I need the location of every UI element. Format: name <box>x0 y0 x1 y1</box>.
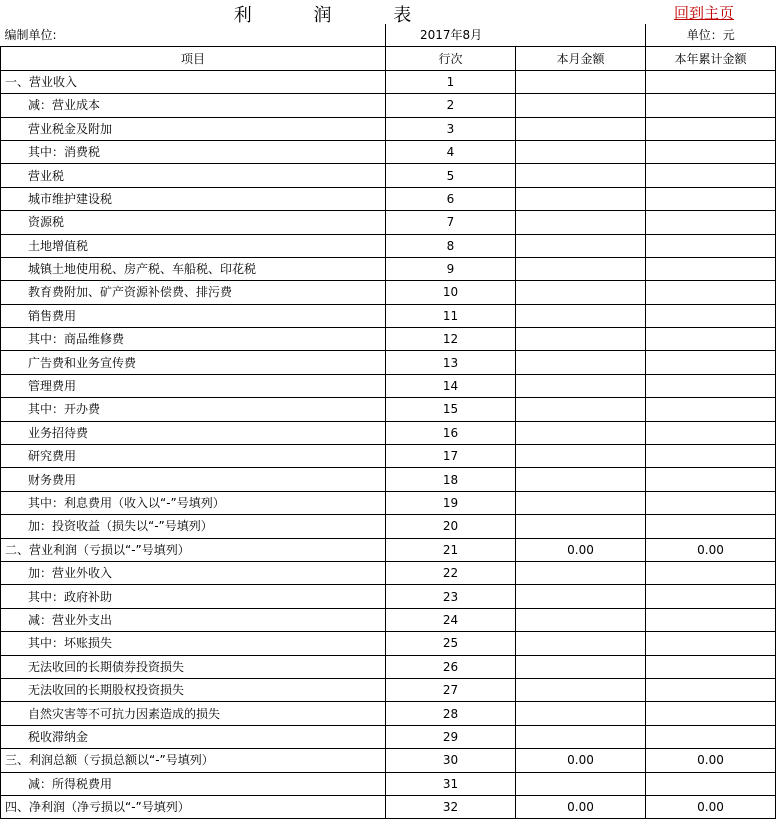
row-item-label: 加：营业外收入 <box>1 561 386 584</box>
row-month-amount-cell[interactable] <box>516 632 646 655</box>
row-ytd-amount-cell[interactable] <box>646 585 776 608</box>
title-row <box>0 0 780 26</box>
row-month-amount-cell[interactable] <box>516 211 646 234</box>
row-ytd-amount-cell[interactable] <box>646 468 776 491</box>
row-item-label: 减：营业外支出 <box>1 608 386 631</box>
row-month-amount-cell[interactable] <box>516 725 646 748</box>
header-row <box>1 47 776 70</box>
row-line-number: 25 <box>386 632 516 655</box>
table-row <box>1 772 776 795</box>
row-item-label: 四、净利润（净亏损以“-”号填列） <box>1 795 386 818</box>
row-ytd-amount-cell[interactable]: 0.00 <box>646 749 776 772</box>
currency-unit-label: 单位：元 <box>646 24 776 47</box>
row-month-amount-cell[interactable] <box>516 351 646 374</box>
row-month-amount-cell[interactable] <box>516 164 646 187</box>
row-line-number: 29 <box>386 725 516 748</box>
table-row <box>1 70 776 93</box>
table-row <box>1 187 776 210</box>
row-item-label: 三、利润总额（亏损总额以“-”号填列） <box>1 749 386 772</box>
header-ytd-amount: 本年累计金额 <box>646 47 776 70</box>
row-line-number: 2 <box>386 94 516 117</box>
row-month-amount-cell[interactable] <box>516 678 646 701</box>
row-month-amount-cell[interactable]: 0.00 <box>516 749 646 772</box>
row-month-amount-cell[interactable] <box>516 561 646 584</box>
row-item-label: 加：投资收益（损失以“-”号填列） <box>1 515 386 538</box>
row-item-label: 研究费用 <box>1 445 386 468</box>
table-row <box>1 281 776 304</box>
table-row <box>1 445 776 468</box>
row-item-label: 减：营业成本 <box>1 94 386 117</box>
row-ytd-amount-cell[interactable] <box>646 281 776 304</box>
header-line-no: 行次 <box>386 47 516 70</box>
table-row <box>1 795 776 818</box>
table-row <box>1 374 776 397</box>
row-item-label: 其中：利息费用（收入以“-”号填列） <box>1 491 386 514</box>
header-month-amount: 本月金额 <box>516 47 646 70</box>
row-ytd-amount-cell[interactable] <box>646 140 776 163</box>
row-item-label: 资源税 <box>1 211 386 234</box>
table-row <box>1 561 776 584</box>
row-ytd-amount-cell[interactable] <box>646 702 776 725</box>
row-item-label: 其中：开办费 <box>1 398 386 421</box>
row-month-amount-cell[interactable] <box>516 257 646 280</box>
row-ytd-amount-cell[interactable] <box>646 561 776 584</box>
table-row <box>1 421 776 444</box>
table-row <box>1 351 776 374</box>
row-line-number: 7 <box>386 211 516 234</box>
row-ytd-amount-cell[interactable] <box>646 772 776 795</box>
row-item-label: 无法收回的长期债券投资损失 <box>1 655 386 678</box>
row-line-number: 1 <box>386 70 516 93</box>
table-row <box>1 725 776 748</box>
table-row <box>1 515 776 538</box>
row-item-label: 土地增值税 <box>1 234 386 257</box>
table-row <box>1 257 776 280</box>
row-ytd-amount-cell[interactable] <box>646 445 776 468</box>
row-month-amount-cell[interactable] <box>516 445 646 468</box>
row-line-number: 30 <box>386 749 516 772</box>
table-row <box>1 94 776 117</box>
row-line-number: 18 <box>386 468 516 491</box>
table-row <box>1 749 776 772</box>
table-row <box>1 234 776 257</box>
row-item-label: 其中：商品维修费 <box>1 328 386 351</box>
table-row <box>1 211 776 234</box>
row-item-label: 一、营业收入 <box>1 70 386 93</box>
row-ytd-amount-cell[interactable] <box>646 421 776 444</box>
row-line-number: 14 <box>386 374 516 397</box>
row-ytd-amount-cell[interactable] <box>646 117 776 140</box>
income-statement-table <box>0 24 776 819</box>
row-line-number: 23 <box>386 585 516 608</box>
table-row <box>1 678 776 701</box>
row-month-amount-cell[interactable] <box>516 655 646 678</box>
header-item: 项目 <box>1 47 386 70</box>
row-ytd-amount-cell[interactable] <box>646 608 776 631</box>
row-line-number: 9 <box>386 257 516 280</box>
row-item-label: 无法收回的长期股权投资损失 <box>1 678 386 701</box>
row-line-number: 31 <box>386 772 516 795</box>
row-month-amount-cell[interactable] <box>516 281 646 304</box>
row-item-label: 教育费附加、矿产资源补偿费、排污费 <box>1 281 386 304</box>
row-item-label: 城镇土地使用税、房产税、车船税、印花税 <box>1 257 386 280</box>
table-row <box>1 398 776 421</box>
row-month-amount-cell[interactable] <box>516 234 646 257</box>
row-month-amount-cell[interactable] <box>516 491 646 514</box>
row-month-amount-cell[interactable] <box>516 94 646 117</box>
row-item-label: 其中：政府补助 <box>1 585 386 608</box>
row-item-label: 减：所得税费用 <box>1 772 386 795</box>
row-item-label: 城市维护建设税 <box>1 187 386 210</box>
row-line-number: 8 <box>386 234 516 257</box>
row-month-amount-cell[interactable]: 0.00 <box>516 795 646 818</box>
row-item-label: 销售费用 <box>1 304 386 327</box>
row-ytd-amount-cell[interactable]: 0.00 <box>646 795 776 818</box>
row-ytd-amount-cell[interactable] <box>646 515 776 538</box>
row-line-number: 11 <box>386 304 516 327</box>
row-ytd-amount-cell[interactable] <box>646 304 776 327</box>
row-line-number: 26 <box>386 655 516 678</box>
row-item-label: 业务招待费 <box>1 421 386 444</box>
row-line-number: 17 <box>386 445 516 468</box>
row-month-amount-cell[interactable] <box>516 468 646 491</box>
row-month-amount-cell[interactable] <box>516 117 646 140</box>
row-line-number: 3 <box>386 117 516 140</box>
row-ytd-amount-cell[interactable] <box>646 211 776 234</box>
row-month-amount-cell[interactable] <box>516 398 646 421</box>
row-line-number: 22 <box>386 561 516 584</box>
row-month-amount-cell[interactable] <box>516 187 646 210</box>
table-row <box>1 468 776 491</box>
table-row <box>1 538 776 561</box>
table-row <box>1 117 776 140</box>
row-month-amount-cell[interactable] <box>516 608 646 631</box>
row-ytd-amount-cell[interactable] <box>646 398 776 421</box>
row-month-amount-cell[interactable] <box>516 70 646 93</box>
row-ytd-amount-cell[interactable] <box>646 94 776 117</box>
row-month-amount-cell[interactable] <box>516 421 646 444</box>
row-line-number: 5 <box>386 164 516 187</box>
row-month-amount-cell[interactable] <box>516 374 646 397</box>
row-month-amount-cell[interactable] <box>516 328 646 351</box>
table-row <box>1 655 776 678</box>
row-item-label: 营业税 <box>1 164 386 187</box>
row-ytd-amount-cell[interactable] <box>646 678 776 701</box>
row-ytd-amount-cell[interactable] <box>646 374 776 397</box>
row-ytd-amount-cell[interactable] <box>646 187 776 210</box>
row-item-label: 营业税金及附加 <box>1 117 386 140</box>
row-item-label: 税收滞纳金 <box>1 725 386 748</box>
row-item-label: 财务费用 <box>1 468 386 491</box>
table-row <box>1 491 776 514</box>
row-line-number: 6 <box>386 187 516 210</box>
table-row <box>1 632 776 655</box>
row-line-number: 27 <box>386 678 516 701</box>
row-line-number: 12 <box>386 328 516 351</box>
row-ytd-amount-cell[interactable] <box>646 351 776 374</box>
table-row <box>1 608 776 631</box>
row-line-number: 4 <box>386 140 516 163</box>
row-month-amount-cell[interactable]: 0.00 <box>516 538 646 561</box>
row-line-number: 16 <box>386 421 516 444</box>
row-line-number: 32 <box>386 795 516 818</box>
row-ytd-amount-cell[interactable]: 0.00 <box>646 538 776 561</box>
row-item-label: 广告费和业务宣传费 <box>1 351 386 374</box>
row-item-label: 管理费用 <box>1 374 386 397</box>
row-month-amount-cell[interactable] <box>516 515 646 538</box>
table-row <box>1 702 776 725</box>
row-ytd-amount-cell[interactable] <box>646 70 776 93</box>
org-unit-label: 编制单位: <box>1 24 386 47</box>
row-line-number: 13 <box>386 351 516 374</box>
row-month-amount-cell[interactable] <box>516 585 646 608</box>
row-line-number: 28 <box>386 702 516 725</box>
table-row <box>1 328 776 351</box>
row-month-amount-cell[interactable] <box>516 304 646 327</box>
row-ytd-amount-cell[interactable] <box>646 234 776 257</box>
meta-row <box>1 24 776 47</box>
row-item-label: 自然灾害等不可抗力因素造成的损失 <box>1 702 386 725</box>
row-ytd-amount-cell[interactable] <box>646 655 776 678</box>
row-ytd-amount-cell[interactable] <box>646 257 776 280</box>
row-item-label: 其中：坏账损失 <box>1 632 386 655</box>
row-month-amount-cell[interactable] <box>516 140 646 163</box>
row-line-number: 20 <box>386 515 516 538</box>
row-line-number: 10 <box>386 281 516 304</box>
table-row <box>1 585 776 608</box>
row-item-label: 其中：消费税 <box>1 140 386 163</box>
table-row <box>1 140 776 163</box>
row-ytd-amount-cell[interactable] <box>646 328 776 351</box>
row-line-number: 24 <box>386 608 516 631</box>
row-ytd-amount-cell[interactable] <box>646 725 776 748</box>
period-label: 2017年8月 <box>386 24 646 47</box>
row-line-number: 21 <box>386 538 516 561</box>
row-ytd-amount-cell[interactable] <box>646 632 776 655</box>
statement-title: 利 润 表 <box>233 5 440 26</box>
row-line-number: 15 <box>386 398 516 421</box>
row-ytd-amount-cell[interactable] <box>646 491 776 514</box>
row-line-number: 19 <box>386 491 516 514</box>
back-to-home-link[interactable]: 回到主页 <box>674 4 735 22</box>
row-ytd-amount-cell[interactable] <box>646 164 776 187</box>
row-month-amount-cell[interactable] <box>516 772 646 795</box>
row-item-label: 二、营业利润（亏损以“-”号填列） <box>1 538 386 561</box>
table-row <box>1 164 776 187</box>
row-month-amount-cell[interactable] <box>516 702 646 725</box>
table-row <box>1 304 776 327</box>
